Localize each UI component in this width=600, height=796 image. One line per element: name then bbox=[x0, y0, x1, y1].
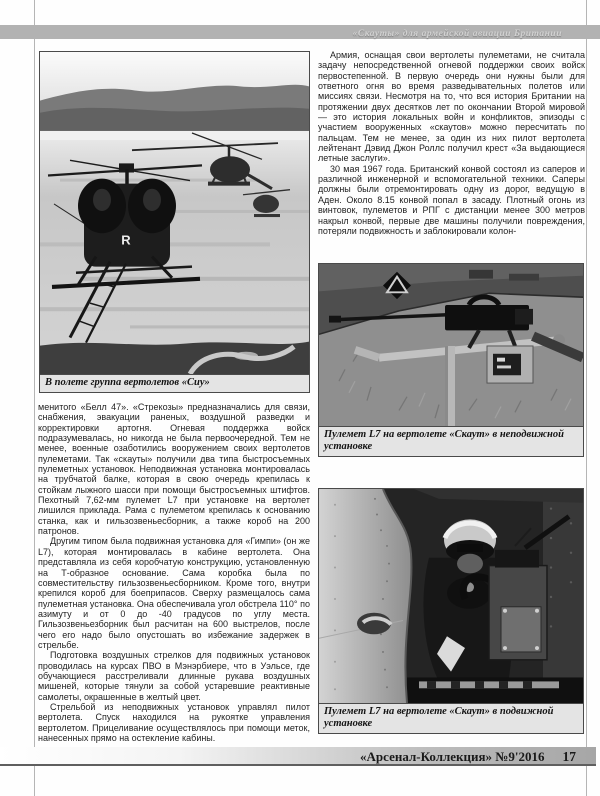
page-edge-line-left bbox=[34, 0, 35, 796]
l7-fixed-mount-illustration bbox=[319, 264, 583, 426]
footer-issue: №9'2016 bbox=[495, 749, 545, 764]
right-text-column bbox=[318, 50, 585, 258]
footer-strip bbox=[0, 747, 596, 766]
body-paragraph: 30 мая 1967 года. Британский конвой состоял из саперов и различной инженерной и вспомогательной техники. Саперы должны были отремонтировать одну из дорог, ведущую в Аден. Около 8.15 конвой попал в засаду. Плотный огонь из винтовок, пулеметов и РПГ с дистанции менее 300 метров накрыл конвой, первые две машины получили повреждения, потеряли подвижность и заблокировали колон- bbox=[318, 163, 585, 236]
footer-page-number: 17 bbox=[562, 749, 576, 764]
photo-l7-fixed-mount bbox=[318, 263, 584, 457]
photo-l7-fixed-image bbox=[319, 264, 583, 426]
l7-flexible-mount-illustration bbox=[319, 489, 583, 703]
photo-caption-l7-flexible-text: Пулемет L7 на вертолете «Скаут» в подвижной установке bbox=[324, 706, 554, 729]
body-paragraph: Подготовка воздушных стрелков для подвижных установок проводилась на курсах ПВО в Мэнэрбиере, что в Уэльсе, где обучающиеся расстреливали длинные рукава воздушных мишеней, которые тянули за собой устаревшие реактивные самолеты, окрашенные в желтый цвет. bbox=[38, 650, 310, 702]
body-paragraph: Другим типом была подвижная установка для «Гимпи» (он же L7), которая монтировалась в кабине вертолета. Она представляла из себя коробчатую конструкцию, установленную на Т-образное основание. Сама коробка была по совместительству гильзозвеньесборником. Кроме того, внутри крепился короб для боеприпасов. Сверху размещалось сама пулеметная установка. Она обеспечивала угол обстрела 110° по азимуту и от 0 до -40 градусов по углу места. Гильзозвеньезборник был расчитан на 600 выстрелов, после чего его надо было опустошать во избежание задержек в стрельбе. bbox=[38, 536, 310, 650]
body-paragraph: менитого «Белл 47». «Стрекозы» предназначались для связи, снабжения, эвакуации раненых, воздушной разведки и корректировки артогня. Огневая поддержка войск подразумевалась, но никогда не была первоочередной. Тем не менее, военные озаботились вооружением своих вертолетов пулеметами. Так «скауты» получили два типа быстросъемных пулеметных установок. Неподвижная установка монтировалась на трубчатой балке, которая в свою очередь крепилась к стойкам лыжного шасси при помощи быстросъемных штифтов. Пехотный 7,62-мм пулемет L7 при установке на вертолет лишился приклада. Рама с пулеметом крепилась к основанию станка, как и гильзозвеньесборник, а также короб на 200 патронов. bbox=[38, 402, 310, 537]
photo-caption-l7-flexible bbox=[319, 703, 583, 733]
body-paragraph: Армия, оснащая свои вертолеты пулеметами, не считала задачу непосредственной огневой поддержки своих войск первостепенной. В первую очередь они нужны были для ответного огня во время разведывательных полетов или миссиях связи. Несмотря на то, что вся история Британии на протяжении двух десятков лет по окончании Второй мировой — это история локальных войн и конфликтов, эпизоды с участием вооруженных «скаутов» можно пересчитать по пальцам. Тем не менее, за один из них пилот вертолета лейтенант Дэвид Джон Роллс получил крест «За выдающиеся летные заслуги». bbox=[318, 50, 585, 164]
page-edge-line-right bbox=[586, 0, 587, 796]
photo-caption-l7-fixed-text: Пулемет L7 на вертолете «Скаут» в неподвижной установке bbox=[324, 429, 564, 452]
photo-l7-flexible-image bbox=[319, 489, 583, 703]
photo-sioux-image bbox=[40, 52, 309, 374]
left-text-column bbox=[38, 402, 310, 750]
photo-caption-sioux bbox=[40, 374, 309, 392]
photo-sioux-group bbox=[39, 51, 310, 393]
photo-caption-l7-fixed bbox=[319, 426, 583, 456]
photo-caption-sioux-text: В полете группа вертолетов «Сиу» bbox=[45, 377, 210, 388]
photo-l7-flexible-mount bbox=[318, 488, 584, 734]
header-strip bbox=[0, 25, 600, 39]
helicopter-code-letter: R bbox=[121, 232, 131, 248]
body-paragraph: Стрельбой из неподвижных установок управлял пилот вертолета. Спуск находился на рукоятке управления вертолетом. Прицеливание осуществлялось при помощи меток, нанесенных прямо на остекление кабины. bbox=[38, 701, 310, 743]
footer-magazine-title: «Арсенал-Коллекция» bbox=[360, 749, 493, 764]
sioux-formation-illustration bbox=[40, 52, 309, 374]
running-title: «Скауты» для армейской авиации Британии bbox=[352, 29, 562, 39]
